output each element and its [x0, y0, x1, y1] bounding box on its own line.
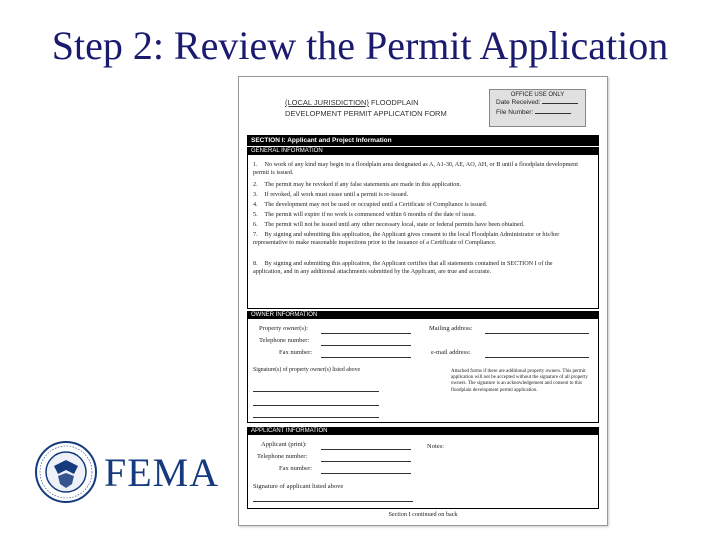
owner-note: Attached forms if there are additional property owners. This permit application will not be accepted without the signature of all property owners. The signature is an acknowledgement and consent to this floodplain development permit application.	[451, 369, 588, 393]
general-info-item-number: 1.	[253, 161, 258, 168]
general-info-item-number: 6.	[253, 221, 258, 228]
owner-email-line	[485, 357, 589, 358]
general-info-item	[253, 260, 583, 275]
owner-fax-label: Fax number:	[279, 349, 313, 356]
form-title-line2: DEVELOPMENT PERMIT APPLICATION FORM	[285, 109, 447, 118]
applicant-fax-label: Fax number:	[279, 465, 313, 472]
date-received-label: Date Received:	[496, 99, 541, 106]
property-owner-line	[321, 333, 411, 334]
form-header	[239, 77, 607, 135]
owner-signature-line-1	[253, 391, 379, 392]
owner-fax-line	[321, 357, 411, 358]
applicant-signature-line	[253, 501, 413, 502]
general-info-item-text: If revoked, all work must cease until a permit is re-issued.	[263, 191, 409, 198]
general-info-item-text: By signing and submitting this application, the Applicant gives consent to the local Floodplain Administrator or his/her representative to make reasonable inspections prior to the issuance of a Certificate of Compliance.	[253, 231, 560, 246]
general-info-item-text: No work of any kind may begin in a floodplain area designated as A, A1-30, AE, AO, AH, or B until a floodplain development permit is issued.	[253, 161, 578, 176]
mailing-address-line	[485, 333, 589, 334]
applicant-telephone-line	[321, 461, 411, 462]
owner-signature-label: Signature(s) of property owner(s) listed above	[253, 367, 361, 373]
applicant-info-header: APPLICANT INFORMATION	[247, 427, 599, 435]
section1-header: SECTION I: Applicant and Project Information	[247, 135, 599, 146]
general-info-item-number: 5.	[253, 211, 258, 218]
general-info-item	[253, 181, 583, 189]
dhs-seal-icon	[34, 440, 98, 504]
mailing-address-label: Mailing address:	[429, 325, 473, 332]
form-title	[285, 97, 447, 119]
general-info-header: GENERAL INFORMATION	[247, 147, 599, 155]
owner-signature-line-3	[253, 417, 379, 418]
general-info-item	[253, 201, 583, 209]
office-use-title: OFFICE USE ONLY	[510, 92, 565, 98]
general-info-item	[253, 231, 583, 246]
form-title-rest: FLOODPLAIN	[368, 98, 419, 107]
slide-title: Step 2: Review the Permit Application	[51, 23, 669, 68]
permit-application-form	[238, 76, 608, 526]
owner-signature-line-2	[253, 405, 379, 406]
general-info-item	[253, 221, 583, 229]
fema-logo-text: FEMA	[104, 450, 220, 495]
applicant-notes-label: Notes:	[427, 443, 444, 450]
general-info-item-number: 2.	[253, 181, 258, 188]
applicant-print-label: Applicant (print):	[261, 441, 307, 448]
owner-info-header: OWNER INFORMATION	[247, 311, 599, 319]
owner-telephone-label: Telephone number:	[259, 337, 310, 344]
general-info-item	[253, 211, 583, 219]
general-info-item	[253, 191, 583, 199]
jurisdiction-label: (LOCAL JURISDICTION)	[285, 98, 369, 107]
owner-email-label: e-mail address:	[431, 349, 471, 356]
general-info-item	[253, 161, 583, 176]
applicant-fax-line	[321, 473, 411, 474]
form-footer: Section I continued on back	[388, 511, 458, 518]
general-info-item-text: The permit may be revoked if any false statements are made in this application.	[263, 181, 461, 188]
applicant-print-line	[321, 449, 411, 450]
office-use-box	[489, 89, 586, 127]
general-info-item-text: By signing and submitting this application, the Applicant certifies that all statements contained in SECTION I of the application, and in any additional attachments submitted by the Applicant, are true and accurate.	[253, 260, 553, 275]
property-owner-label: Property owner(s):	[259, 325, 308, 332]
general-info-item-number: 4.	[253, 201, 258, 208]
owner-telephone-line	[321, 345, 411, 346]
general-info-item-number: 8.	[253, 260, 258, 267]
general-info-item-text: The permit will not be issued until any other necessary local, state or federal permits have been obtained.	[263, 221, 525, 228]
file-number-label: File Number:	[496, 109, 534, 116]
applicant-telephone-label: Telephone number:	[257, 453, 308, 460]
general-info-item-text: The development may not be used or occupied until a Certificate of Compliance is issued.	[263, 201, 488, 208]
date-received-line	[542, 103, 578, 104]
general-info-item-text: The permit will expire if no work is commenced within 6 months of the date of issue.	[263, 211, 476, 218]
file-number-line	[535, 113, 571, 114]
applicant-signature-label: Signature of applicant listed above	[253, 483, 344, 490]
general-info-item-number: 3.	[253, 191, 258, 198]
general-info-item-number: 7.	[253, 231, 258, 238]
